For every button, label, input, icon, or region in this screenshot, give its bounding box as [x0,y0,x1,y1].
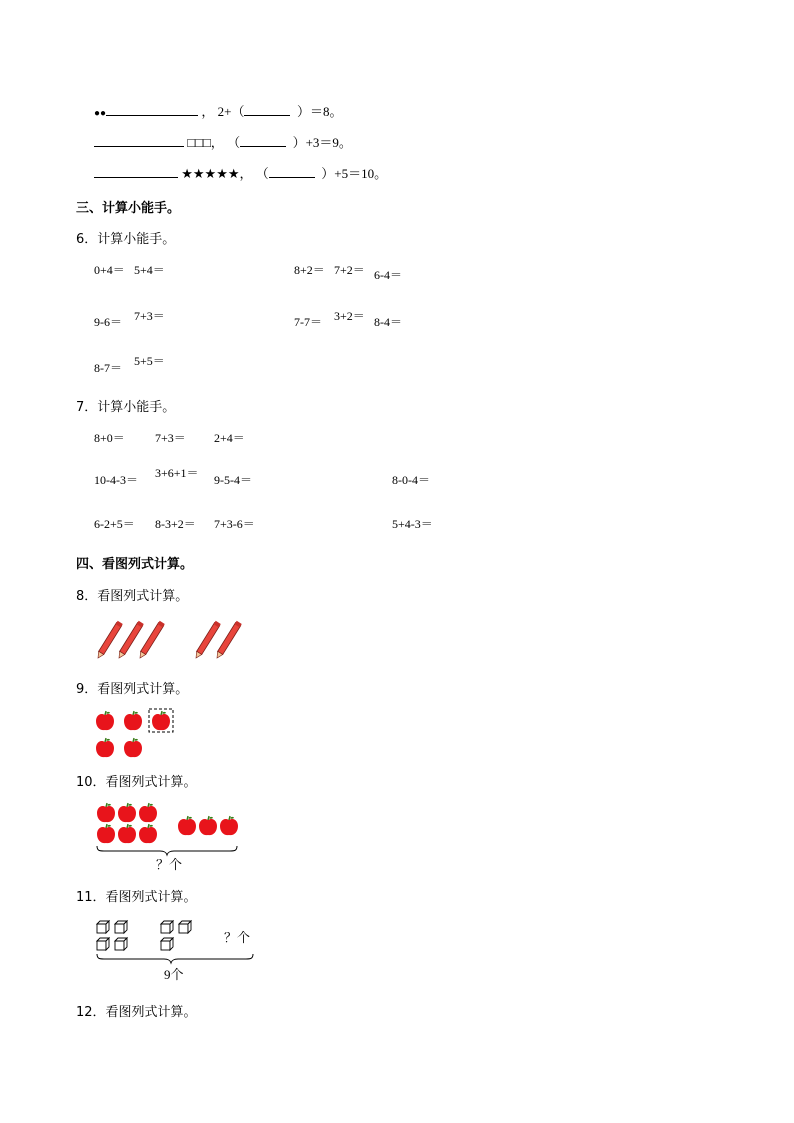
question-title: 9．看图列式计算。 [76,682,189,697]
question-title: 7．计算小能手。 [76,400,176,415]
expression-part: ）+3＝9。 [292,135,352,150]
apple-icon [220,816,238,835]
pencil-icon [193,621,220,660]
equation: 2+4＝ [214,431,245,445]
apple-icon [97,824,115,843]
apples-figure-q10 [94,802,244,854]
apple-icon [118,803,136,822]
dot-symbols: ●● [94,108,107,119]
answer-blank[interactable] [94,134,184,147]
expression-part: （ [255,166,269,181]
equation: 5+5＝ [134,354,165,368]
equation: 6-4＝ [374,268,402,282]
square-symbols: □□□， [187,135,224,150]
equation: 10-4-3＝ [94,473,138,487]
brace-label: 9个 [164,967,184,982]
expression-part: 2+（ [217,104,245,119]
equation: 5+4＝ [134,263,165,277]
equation: 8+2＝ [294,263,325,277]
brace-label: ？个 [156,857,183,872]
pencil-icon [95,621,122,660]
question-title: 6．计算小能手。 [76,232,176,247]
answer-blank[interactable] [94,165,178,178]
equation: 0+4＝ [94,263,125,277]
apple-icon [124,738,142,757]
cube-icon [115,921,127,933]
equation: 8-7＝ [94,361,122,375]
equation: 3+2＝ [334,309,365,323]
expression-part: （ [227,135,241,150]
equation: 8-4＝ [374,315,402,329]
fill-blank-line-2 [94,134,352,151]
answer-blank[interactable] [244,103,290,116]
equation: 7+3-6＝ [214,517,255,531]
equation: 8-3+2＝ [155,517,196,531]
pencils-figure [92,618,252,662]
answer-blank[interactable] [106,103,198,116]
cube-icon [161,938,173,950]
equation: 7+2＝ [334,263,365,277]
equation: 8+0＝ [94,431,125,445]
apple-icon [152,711,170,730]
section-title: 三、计算小能手。 [76,201,181,216]
apple-icon [97,803,115,822]
apple-icon [124,711,142,730]
cube-icon [179,921,191,933]
equation: 7+3＝ [134,309,165,323]
cube-icon [161,921,173,933]
apple-icon [178,816,196,835]
answer-blank[interactable] [269,165,315,178]
question-title: 8．看图列式计算。 [76,589,189,604]
equation: 5+4-3＝ [392,517,433,531]
apples-figure-q9 [94,708,184,760]
unknown-label: ？个 [224,930,251,945]
question-title: 10．看图列式计算。 [76,775,197,790]
section-title: 四、看图列式计算。 [76,557,194,572]
apple-icon [118,824,136,843]
cube-icon [97,921,109,933]
cube-icon [97,938,109,950]
equation: 7+3＝ [155,431,186,445]
answer-blank[interactable] [240,134,286,147]
cube-icon [115,938,127,950]
equation: 6-2+5＝ [94,517,135,531]
question-title: 11．看图列式计算。 [76,890,197,905]
equation: 8-0-4＝ [392,473,430,487]
comma: ， [201,104,215,119]
apple-icon [199,816,217,835]
apple-icon [139,824,157,843]
equation: 3+6+1＝ [155,466,199,480]
equation: 7-7＝ [294,315,322,329]
brace [97,954,253,963]
equation: 9-6＝ [94,315,122,329]
fill-blank-line-3 [94,165,387,182]
expression-part: ）＝8。 [296,104,343,119]
apple-icon [96,711,114,730]
apple-icon [139,803,157,822]
apple-icon [96,738,114,757]
equation: 9-5-4＝ [214,473,252,487]
star-symbols: ★★★★★， [181,166,253,181]
fill-blank-line-1 [94,103,342,122]
expression-part: ）+5＝10。 [321,166,388,181]
question-title: 12．看图列式计算。 [76,1005,197,1020]
